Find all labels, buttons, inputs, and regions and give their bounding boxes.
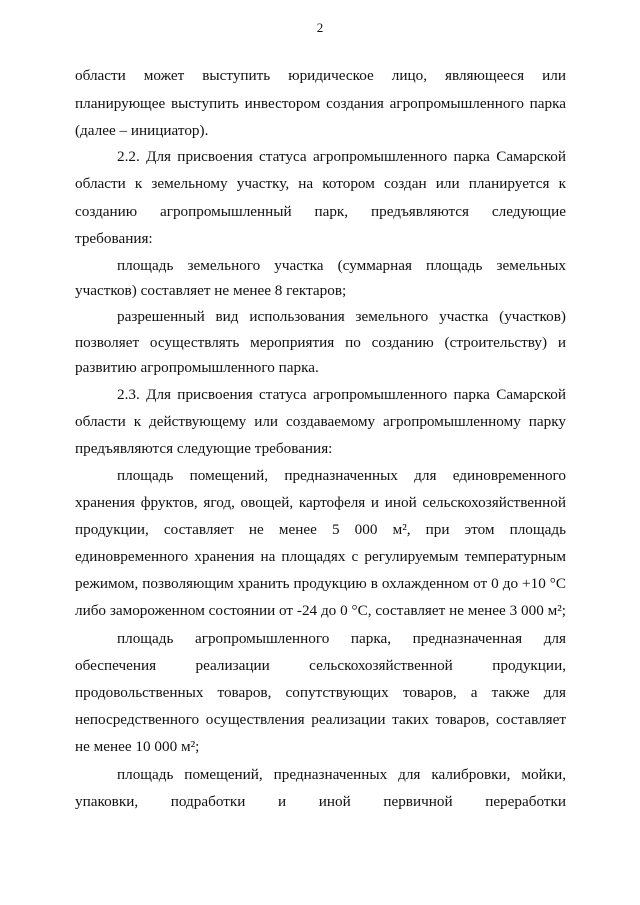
text-line: площадь земельного участка (суммарная площадь земельных: [117, 257, 566, 274]
text-line: области может выступить юридическое лицо, являющееся или: [75, 67, 566, 84]
text-line: позволяет осуществлять мероприятия по созданию (строительству) и: [75, 334, 566, 351]
text-line: упаковки, подработки и иной первичной переработки: [75, 793, 566, 810]
text-line: области к земельному участку, на котором создан или планируется к: [75, 175, 566, 192]
text-line: продовольственных товаров, сопутствующих товаров, а также для: [75, 684, 566, 701]
text-line: планирующее выступить инвестором создания агропромышленного парка: [75, 95, 566, 112]
text-line: единовременного хранения на площадях с регулируемым температурным: [75, 548, 566, 565]
page-number: 2: [316, 20, 324, 35]
text-line: непосредственного осуществления реализации таких товаров, составляет: [75, 711, 566, 728]
text-line: 2.2. Для присвоения статуса агропромышленного парка Самарской: [117, 148, 566, 165]
text-line: площадь помещений, предназначенных для единовременного: [117, 467, 566, 484]
text-line: хранения фруктов, ягод, овощей, картофеля и иной сельскохозяйственной: [75, 494, 566, 511]
text-line: созданию агропромышленный парк, предъявляются следующие: [75, 203, 566, 220]
text-line: участков) составляет не менее 8 гектаров;: [75, 282, 347, 299]
text-line: либо замороженном состоянии от -24 до 0 °С, составляет не менее 3 000 м²;: [75, 602, 566, 619]
text-line: продукции, составляет не менее 5 000 м², при этом площадь: [75, 521, 566, 538]
text-line: требования:: [75, 230, 153, 247]
text-line: развитию агропромышленного парка.: [75, 359, 319, 376]
text-line: области к действующему или создаваемому агропромышленному парку: [75, 413, 566, 430]
text-line: площадь агропромышленного парка, предназначенная для: [117, 630, 566, 647]
text-line: режимом, позволяющим хранить продукцию в охлажденном от 0 до +10 °С: [75, 575, 566, 592]
text-line: не менее 10 000 м²;: [75, 738, 200, 755]
text-line: обеспечения реализации сельскохозяйственной продукции,: [75, 657, 566, 674]
text-line: 2.3. Для присвоения статуса агропромышленного парка Самарской: [117, 386, 566, 403]
text-line: (далее – инициатор).: [75, 122, 209, 139]
text-line: площадь помещений, предназначенных для калибровки, мойки,: [117, 766, 566, 783]
text-line: разрешенный вид использования земельного участка (участков): [117, 308, 566, 325]
text-line: предъявляются следующие требования:: [75, 440, 333, 457]
